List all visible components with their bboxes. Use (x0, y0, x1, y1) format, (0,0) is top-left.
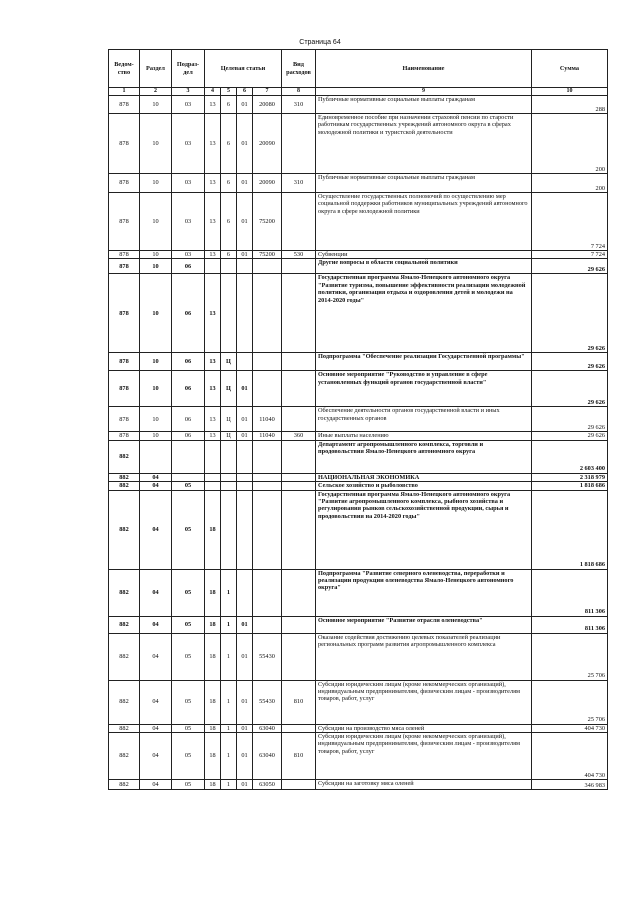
target-b-cell: Ц (221, 407, 237, 432)
vid-cell (282, 569, 316, 616)
header-target: Целевая статьи (205, 50, 282, 88)
target-b-cell (221, 259, 237, 274)
sum-cell: 2 603 400 (532, 440, 608, 473)
name-cell: НАЦИОНАЛЬНАЯ ЭКОНОМИКА (316, 473, 532, 481)
name-cell: Иные выплаты населению (316, 432, 532, 440)
name-cell: Департамент агропромышленного комплекса, торговли и продовольствия Ямало-Ненецкого автономного округа (316, 440, 532, 473)
target-b-cell: 1 (221, 724, 237, 732)
vid-cell (282, 407, 316, 432)
target-c-cell (237, 473, 253, 481)
name-cell: Субсидии на производство мяса оленей (316, 724, 532, 732)
sum-cell: 25 706 (532, 633, 608, 680)
target-d-cell (253, 353, 282, 371)
razdel-cell: 10 (140, 274, 172, 353)
column-number: 7 (253, 88, 282, 96)
target-b-cell (221, 490, 237, 569)
name-cell: Другие вопросы в области социальной политики (316, 259, 532, 274)
podrazdel-cell: 05 (172, 490, 205, 569)
target-a-cell: 13 (205, 96, 221, 114)
vid-cell: 360 (282, 432, 316, 440)
table-row (109, 174, 608, 193)
column-number: 1 (109, 88, 140, 96)
sum-cell: 811 306 (532, 616, 608, 633)
vedom-cell: 882 (109, 780, 140, 790)
podrazdel-cell: 06 (172, 432, 205, 440)
vid-cell (282, 114, 316, 174)
target-c-cell: 01 (237, 114, 253, 174)
target-b-cell (221, 482, 237, 490)
column-number: 3 (172, 88, 205, 96)
name-cell: Государственная программа Ямало-Ненецкого автономного округа "Развитие агропромышленного комплекса, рыбного хозяйства и регулирования рынков сельскохозяйственной продукции, сырья и продовольствия на 2014-2020 годы" (316, 490, 532, 569)
name-cell: Сельское хозяйство и рыболовство (316, 482, 532, 490)
sum-cell: 288 (532, 96, 608, 114)
table-row (109, 490, 608, 569)
razdel-cell: 04 (140, 680, 172, 724)
target-a-cell: 13 (205, 371, 221, 407)
razdel-cell: 10 (140, 96, 172, 114)
target-c-cell: 01 (237, 407, 253, 432)
target-d-cell: 20090 (253, 174, 282, 193)
target-b-cell: Ц (221, 371, 237, 407)
table-body (109, 96, 608, 790)
name-cell: Субвенции (316, 251, 532, 259)
target-d-cell (253, 482, 282, 490)
budget-table (108, 49, 608, 790)
vid-cell (282, 193, 316, 251)
podrazdel-cell: 05 (172, 724, 205, 732)
podrazdel-cell: 05 (172, 616, 205, 633)
table-row (109, 616, 608, 633)
sum-cell: 25 706 (532, 680, 608, 724)
razdel-cell: 04 (140, 733, 172, 780)
target-a-cell: 13 (205, 353, 221, 371)
table-row (109, 440, 608, 473)
vid-cell (282, 353, 316, 371)
vedom-cell: 882 (109, 569, 140, 616)
target-b-cell: 6 (221, 114, 237, 174)
vedom-cell: 878 (109, 193, 140, 251)
sum-cell: 7 724 (532, 251, 608, 259)
vedom-cell: 882 (109, 482, 140, 490)
header-name: Наименование (316, 50, 532, 88)
target-d-cell (253, 616, 282, 633)
target-b-cell: 6 (221, 193, 237, 251)
target-c-cell: 01 (237, 371, 253, 407)
target-d-cell (253, 259, 282, 274)
target-c-cell (237, 569, 253, 616)
target-c-cell (237, 482, 253, 490)
sum-cell: 1 818 686 (532, 482, 608, 490)
table-row (109, 680, 608, 724)
table-row (109, 353, 608, 371)
name-cell: Осуществление государственных полномочий по осуществлению мер социальной поддержки работников муниципальных учреждений автономного округа в сфере молодежной политики (316, 193, 532, 251)
vid-cell: 310 (282, 96, 316, 114)
name-cell: Единовременное пособие при назначении страховой пенсии по старости работникам государственных учреждений автономного округа в сферах молодежной политики и туристской деятельности (316, 114, 532, 174)
target-b-cell: 1 (221, 780, 237, 790)
sum-cell: 7 724 (532, 193, 608, 251)
target-a-cell: 13 (205, 407, 221, 432)
vid-cell: 810 (282, 680, 316, 724)
target-c-cell: 01 (237, 616, 253, 633)
razdel-cell: 04 (140, 616, 172, 633)
target-a-cell (205, 259, 221, 274)
target-d-cell (253, 371, 282, 407)
vedom-cell: 878 (109, 432, 140, 440)
target-a-cell: 18 (205, 733, 221, 780)
sum-cell: 29 626 (532, 353, 608, 371)
target-d-cell: 55430 (253, 680, 282, 724)
table-row (109, 569, 608, 616)
podrazdel-cell: 03 (172, 174, 205, 193)
vedom-cell: 882 (109, 616, 140, 633)
target-c-cell: 01 (237, 724, 253, 732)
table-row (109, 733, 608, 780)
podrazdel-cell: 06 (172, 353, 205, 371)
podrazdel-cell: 06 (172, 371, 205, 407)
podrazdel-cell: 06 (172, 259, 205, 274)
podrazdel-cell: 03 (172, 114, 205, 174)
sum-cell: 404 730 (532, 724, 608, 732)
podrazdel-cell (172, 473, 205, 481)
target-d-cell: 20080 (253, 96, 282, 114)
vedom-cell: 878 (109, 174, 140, 193)
vedom-cell: 882 (109, 473, 140, 481)
vedom-cell: 882 (109, 733, 140, 780)
column-number: 6 (237, 88, 253, 96)
razdel-cell: 04 (140, 482, 172, 490)
podrazdel-cell: 05 (172, 482, 205, 490)
target-d-cell (253, 473, 282, 481)
table-row (109, 193, 608, 251)
vedom-cell: 878 (109, 96, 140, 114)
name-cell: Публичные нормативные социальные выплаты гражданам (316, 174, 532, 193)
podrazdel-cell: 06 (172, 274, 205, 353)
column-number: 5 (221, 88, 237, 96)
target-c-cell: 01 (237, 96, 253, 114)
target-a-cell (205, 440, 221, 473)
target-b-cell: Ц (221, 353, 237, 371)
table-row (109, 407, 608, 432)
sum-cell: 811 306 (532, 569, 608, 616)
target-a-cell: 18 (205, 633, 221, 680)
sum-cell: 346 983 (532, 780, 608, 790)
target-b-cell (221, 274, 237, 353)
name-cell: Обеспечение деятельности органов государственной власти и иных государственных органов (316, 407, 532, 432)
vedom-cell: 878 (109, 274, 140, 353)
sum-cell: 200 (532, 174, 608, 193)
table-row (109, 473, 608, 481)
target-b-cell (221, 440, 237, 473)
vid-cell (282, 371, 316, 407)
target-a-cell: 18 (205, 616, 221, 633)
target-d-cell: 63050 (253, 780, 282, 790)
vedom-cell: 878 (109, 251, 140, 259)
target-b-cell (221, 473, 237, 481)
vid-cell (282, 490, 316, 569)
name-cell: Субсидии юридическим лицам (кроме некоммерческих организаций), индивидуальным предпринимателям, физическим лицам - производителям товаров, работ, услуг (316, 733, 532, 780)
target-c-cell: 01 (237, 193, 253, 251)
header-podrazdel: Подраз-дел (172, 50, 205, 88)
vedom-cell: 882 (109, 490, 140, 569)
target-b-cell: 6 (221, 96, 237, 114)
razdel-cell: 10 (140, 251, 172, 259)
table-row (109, 724, 608, 732)
vedom-cell: 878 (109, 407, 140, 432)
header-vedom: Ведом-ство (109, 50, 140, 88)
razdel-cell (140, 440, 172, 473)
target-d-cell: 75200 (253, 251, 282, 259)
target-b-cell: 6 (221, 251, 237, 259)
vid-cell: 310 (282, 174, 316, 193)
sum-cell: 2 318 979 (532, 473, 608, 481)
target-a-cell: 18 (205, 680, 221, 724)
target-a-cell: 13 (205, 174, 221, 193)
target-d-cell: 11040 (253, 432, 282, 440)
razdel-cell: 04 (140, 569, 172, 616)
target-c-cell: 01 (237, 733, 253, 780)
target-d-cell (253, 440, 282, 473)
target-a-cell: 13 (205, 193, 221, 251)
vid-cell (282, 482, 316, 490)
target-c-cell: 01 (237, 780, 253, 790)
header-razdel: Раздел (140, 50, 172, 88)
podrazdel-cell: 05 (172, 569, 205, 616)
target-b-cell: 1 (221, 569, 237, 616)
vedom-cell: 882 (109, 440, 140, 473)
target-b-cell: 1 (221, 633, 237, 680)
target-c-cell (237, 490, 253, 569)
target-a-cell (205, 482, 221, 490)
column-number: 4 (205, 88, 221, 96)
sum-cell: 200 (532, 114, 608, 174)
razdel-cell: 10 (140, 407, 172, 432)
vid-cell (282, 473, 316, 481)
podrazdel-cell: 06 (172, 407, 205, 432)
sum-cell: 404 730 (532, 733, 608, 780)
column-number: 10 (532, 88, 608, 96)
vedom-cell: 882 (109, 680, 140, 724)
sum-cell: 29 626 (532, 371, 608, 407)
table-row (109, 251, 608, 259)
target-d-cell: 11040 (253, 407, 282, 432)
name-cell: Основное мероприятие "Руководство и управление в сфере установленных функций органов государственной власти" (316, 371, 532, 407)
table-row (109, 432, 608, 440)
vid-cell (282, 616, 316, 633)
target-a-cell: 13 (205, 274, 221, 353)
column-number: 2 (140, 88, 172, 96)
sum-cell: 29 626 (532, 259, 608, 274)
target-d-cell (253, 569, 282, 616)
razdel-cell: 10 (140, 371, 172, 407)
target-c-cell: 01 (237, 432, 253, 440)
podrazdel-cell: 05 (172, 680, 205, 724)
vedom-cell: 882 (109, 633, 140, 680)
vedom-cell: 878 (109, 371, 140, 407)
vid-cell (282, 440, 316, 473)
sum-cell: 29 626 (532, 407, 608, 432)
target-b-cell: 1 (221, 680, 237, 724)
target-a-cell: 18 (205, 569, 221, 616)
target-a-cell: 13 (205, 114, 221, 174)
table-row (109, 274, 608, 353)
target-b-cell: Ц (221, 432, 237, 440)
target-a-cell: 18 (205, 490, 221, 569)
razdel-cell: 10 (140, 353, 172, 371)
target-d-cell: 55430 (253, 633, 282, 680)
table-row (109, 482, 608, 490)
podrazdel-cell: 03 (172, 251, 205, 259)
target-c-cell: 01 (237, 174, 253, 193)
target-b-cell: 1 (221, 733, 237, 780)
razdel-cell: 10 (140, 114, 172, 174)
razdel-cell: 04 (140, 780, 172, 790)
vid-cell (282, 633, 316, 680)
header-vid: Вид расходов (282, 50, 316, 88)
razdel-cell: 04 (140, 490, 172, 569)
sum-cell: 29 626 (532, 274, 608, 353)
target-c-cell (237, 440, 253, 473)
vedom-cell: 882 (109, 724, 140, 732)
razdel-cell: 10 (140, 432, 172, 440)
razdel-cell: 10 (140, 259, 172, 274)
target-b-cell: 6 (221, 174, 237, 193)
podrazdel-cell: 05 (172, 780, 205, 790)
target-d-cell (253, 274, 282, 353)
podrazdel-cell: 03 (172, 193, 205, 251)
vid-cell: 810 (282, 733, 316, 780)
target-a-cell: 18 (205, 780, 221, 790)
column-number: 9 (316, 88, 532, 96)
header-number-row (109, 88, 608, 96)
name-cell: Государственная программа Ямало-Ненецкого автономного округа "Развитие туризма, повышение эффективности реализации молодежной политики, организация отдыха и оздоровления детей и молодежи на 2014-2020 годы" (316, 274, 532, 353)
razdel-cell: 04 (140, 724, 172, 732)
vid-cell (282, 259, 316, 274)
name-cell: Субсидии юридическим лицам (кроме некоммерческих организаций), индивидуальным предпринимателям, физическим лицам - производителям товаров, работ, услуг (316, 680, 532, 724)
table-row (109, 259, 608, 274)
column-number: 8 (282, 88, 316, 96)
vid-cell (282, 724, 316, 732)
razdel-cell: 04 (140, 473, 172, 481)
target-d-cell (253, 490, 282, 569)
target-c-cell: 01 (237, 633, 253, 680)
vedom-cell: 878 (109, 114, 140, 174)
target-a-cell: 13 (205, 251, 221, 259)
target-b-cell: 1 (221, 616, 237, 633)
table-row (109, 371, 608, 407)
table-row (109, 114, 608, 174)
target-c-cell: 01 (237, 251, 253, 259)
name-cell: Публичные нормативные социальные выплаты гражданам (316, 96, 532, 114)
sum-cell: 29 626 (532, 432, 608, 440)
header-sum: Сумма (532, 50, 608, 88)
razdel-cell: 04 (140, 633, 172, 680)
target-a-cell: 13 (205, 432, 221, 440)
target-a-cell: 18 (205, 724, 221, 732)
podrazdel-cell: 05 (172, 633, 205, 680)
table-row (109, 96, 608, 114)
vedom-cell: 878 (109, 353, 140, 371)
razdel-cell: 10 (140, 174, 172, 193)
name-cell: Подпрограмма "Обеспечение реализации Государственной программы" (316, 353, 532, 371)
target-c-cell (237, 259, 253, 274)
name-cell: Субсидии на заготовку мяса оленей (316, 780, 532, 790)
sum-cell: 1 818 686 (532, 490, 608, 569)
vid-cell: 530 (282, 251, 316, 259)
table-row (109, 633, 608, 680)
vid-cell (282, 780, 316, 790)
target-d-cell: 75200 (253, 193, 282, 251)
target-c-cell (237, 353, 253, 371)
name-cell: Оказание содействия достижению целевых показателей реализации региональных программ развития агропромышленного комплекса (316, 633, 532, 680)
podrazdel-cell (172, 440, 205, 473)
target-c-cell (237, 274, 253, 353)
target-a-cell (205, 473, 221, 481)
target-c-cell: 01 (237, 680, 253, 724)
name-cell: Подпрограмма "Развитие северного оленеводства, переработки и реализации продукции оленеводства Ямало-Ненецкого автономного округа" (316, 569, 532, 616)
name-cell: Основное мероприятие "Развитие отрасли оленеводства" (316, 616, 532, 633)
razdel-cell: 10 (140, 193, 172, 251)
target-d-cell: 63040 (253, 724, 282, 732)
podrazdel-cell: 05 (172, 733, 205, 780)
vid-cell (282, 274, 316, 353)
target-d-cell: 20090 (253, 114, 282, 174)
podrazdel-cell: 03 (172, 96, 205, 114)
page-title: Страница 64 (299, 39, 341, 46)
target-d-cell: 63040 (253, 733, 282, 780)
table-row (109, 780, 608, 790)
vedom-cell: 878 (109, 259, 140, 274)
